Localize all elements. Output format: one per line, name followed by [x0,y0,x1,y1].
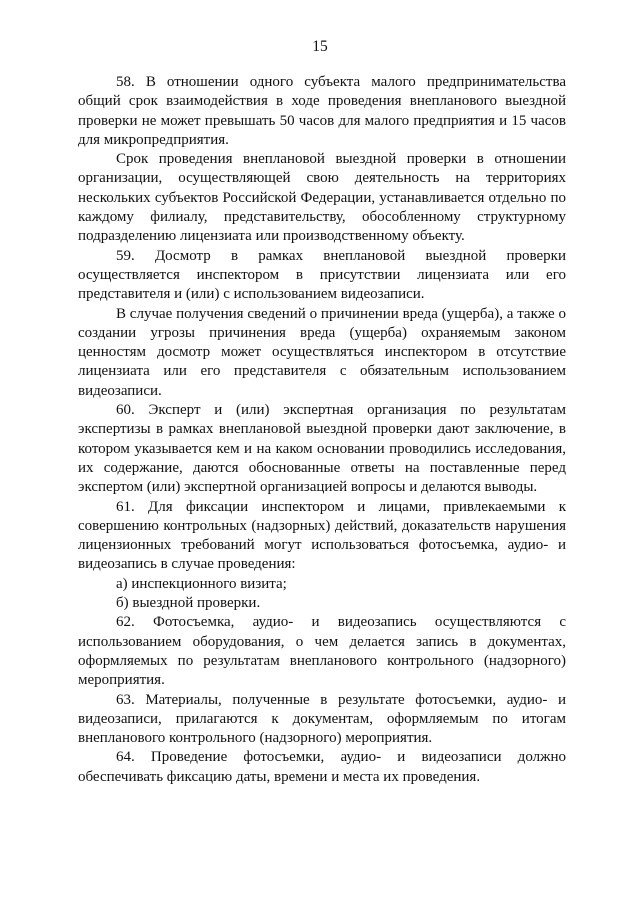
paragraph-58: 58. В отношении одного субъекта малого предпринимательства общий срок взаимодействия в ходе проведения внепланового выездной проверки не может превышать 50 часов для малого предприятия и 15 часов для микропредприятия. [78,74,566,148]
list-item-b: б) выездной проверки. [116,595,261,612]
paragraph-62: 62. Фотосъемка, аудио- и видеозапись осуществляются с использованием оборудования, о чем делается запись в документах, оформляемых по результатам внепланового контрольного (надзорного) мероприятия. [78,614,566,689]
paragraph-61: 61. Для фиксации инспектором и лицами, привлекаемыми к совершению контрольных (надзорных) действий, доказательств нарушения лицензионных требований могут использоваться фотосъемка, аудио- и видеозапись в случае проведения: [78,498,566,573]
paragraph-60: 60. Эксперт и (или) экспертная организация по результатам экспертизы в рамках внеплановой выездной проверки дают заключение, в котором указывается кем и на каком основании проводились исследования, их содержание, даются обоснованные ответы на поставленные перед экспертом (или) экспертной организацией вопросы и делаются выводы. [78,402,566,496]
paragraph-59: 59. Досмотр в рамках внеплановой выездной проверки осуществляется инспектором в присутствии лицензиата или его представителя и (или) с использованием видеозаписи. [78,247,566,303]
document-body [78,73,566,787]
paragraph-63: 63. Материалы, полученные в результате фотосъемки, аудио- и видеозаписи, прилагаются к документам, оформляемым по итогам внепланового контрольного (надзорного) мероприятия. [78,691,566,747]
list-item-a: а) инспекционного визита; [116,575,287,592]
paragraph-64: 64. Проведение фотосъемки, аудио- и видеозаписи должно обеспечивать фиксацию даты, времени и места их проведения. [78,749,566,785]
page-number: 15 [312,38,328,55]
paragraph-58-term: Срок проведения внеплановой выездной проверки в отношении организации, осуществляющей свою деятельность на территориях нескольких субъектов Российской Федерации, устанавливается отдельно по каждому филиалу, представительству, обособленному структурному подразделению лицензиата или производственному объекту. [78,151,566,245]
paragraph-59-harm: В случае получения сведений о причинении вреда (ущерба), а также о создании угрозы причинения вреда (ущерба) охраняемым законом ценностям досмотр может осуществляться инспектором в отсутствие лицензиата или его представителя с обязательным использованием видеозаписи. [78,305,566,399]
